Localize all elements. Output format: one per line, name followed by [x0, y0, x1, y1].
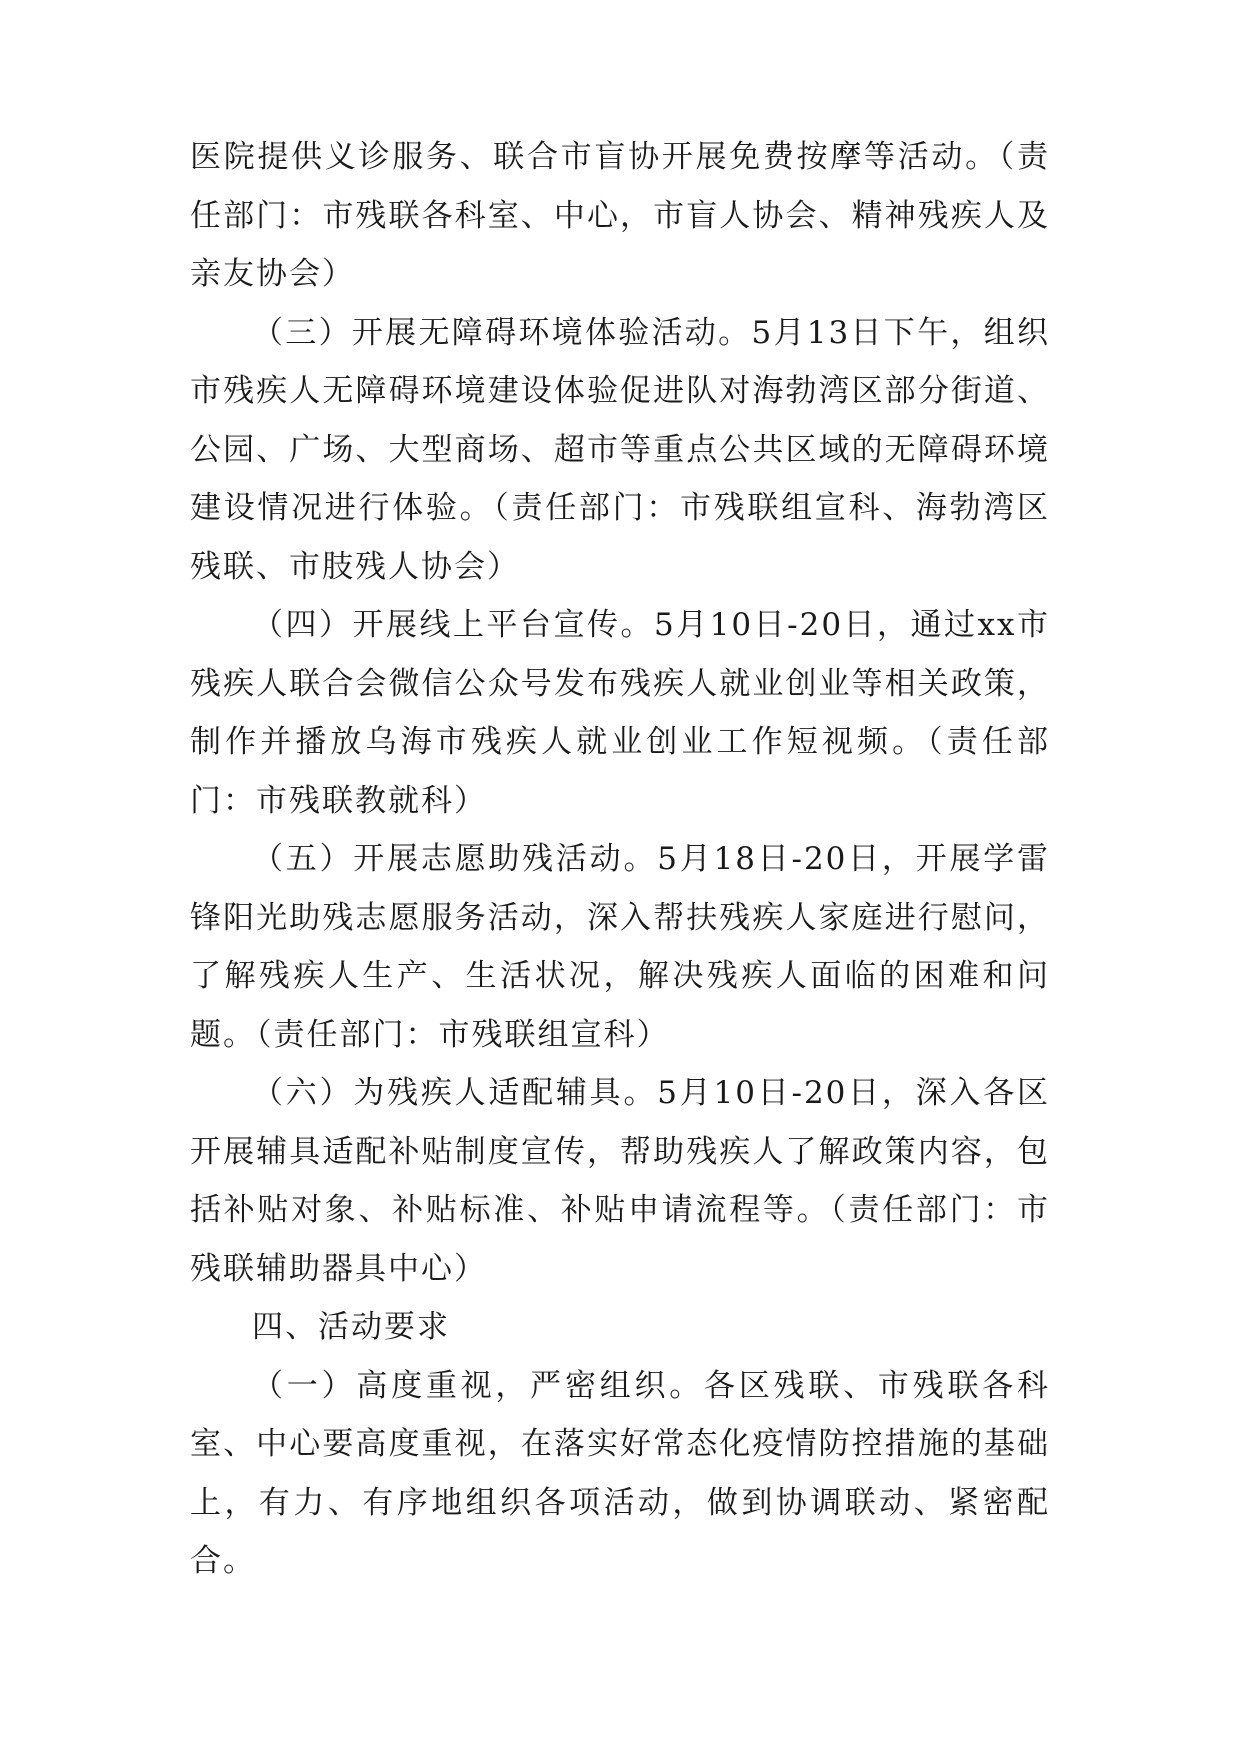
- paragraph-accessibility-experience: （三）开展无障碍环境体验活动。5月13日下午，组织市残疾人无障碍环境建设体验促进队对海勃湾区部分街道、公园、广场、大型商场、超市等重点公共区域的无障碍环境建设情况进行体验。（责任部门：市残联组宣科、海勃湾区残联、市肢残人协会）: [190, 314, 1050, 585]
- section-heading-requirements: 四、活动要求: [252, 1309, 450, 1345]
- paragraph-continuation: 医院提供义诊服务、联合市盲协开展免费按摩等活动。（责任部门：市残联各科室、中心，市盲人协会、精神残疾人及亲友协会）: [190, 139, 1050, 292]
- paragraph-assistive-devices: （六）为残疾人适配辅具。5月10日-20日，深入各区开展辅具适配补贴制度宣传，帮助残疾人了解政策内容，包括补贴对象、补贴标准、补贴申请流程等。（责任部门：市残联辅助器具中心）: [190, 1075, 1050, 1287]
- document-body: [190, 128, 1050, 1591]
- paragraph-volunteer-activity: （五）开展志愿助残活动。5月18日-20日，开展学雷锋阳光助残志愿服务活动，深入帮扶残疾人家庭进行慰问，了解残疾人生产、生活状况，解决残疾人面临的困难和问题。（责任部门：市残联组宣科）: [190, 841, 1050, 1053]
- paragraph-online-publicity: （四）开展线上平台宣传。5月10日-20日，通过xx市残疾人联合会微信公众号发布残疾人就业创业等相关政策，制作并播放乌海市残疾人就业创业工作短视频。（责任部门：市残联教就科）: [190, 607, 1050, 819]
- paragraph-organization: （一）高度重视，严密组织。各区残联、市残联各科室、中心要高度重视，在落实好常态化疫情防控措施的基础上，有力、有序地组织各项活动，做到协调联动、紧密配合。: [190, 1367, 1050, 1579]
